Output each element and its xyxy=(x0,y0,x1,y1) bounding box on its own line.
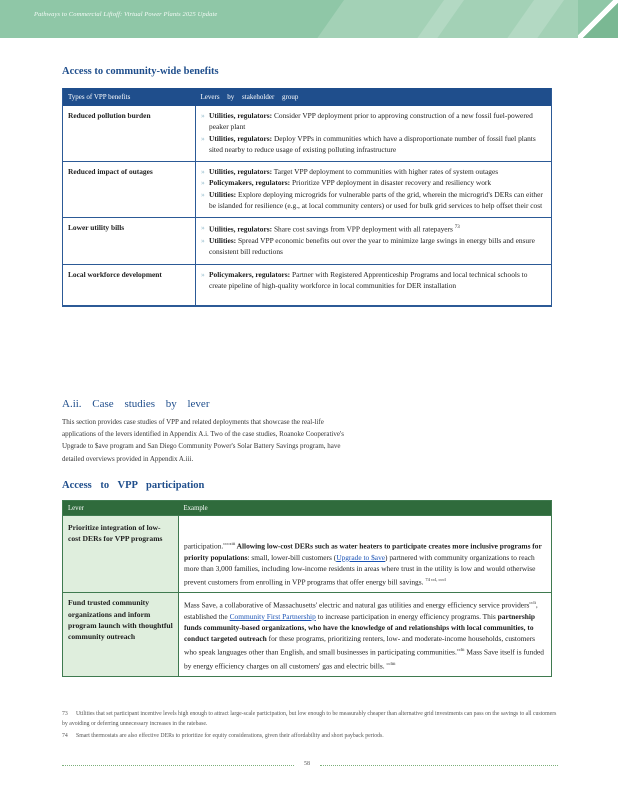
row-label: Prioritize integration of low-cost DERs for VPP programs xyxy=(63,516,179,593)
footnote-ref[interactable]: ccliii xyxy=(386,660,396,666)
lever-item: » Policymakers, regulators: Partner with Registered Apprenticeship Programs and local technical schools to create pipeline of high-quality workforce in local communities for DER installation xyxy=(201,269,546,292)
row-levers xyxy=(196,218,552,264)
community-benefits-table xyxy=(62,88,552,307)
row-label: Reduced impact of outages xyxy=(63,162,196,218)
section-heading-community-benefits: Access to community-wide benefits xyxy=(62,66,219,77)
section-heading-vpp-participation: Access to VPP participation xyxy=(62,480,205,491)
row-example: participation.$^{cccxiii}$ Allowing low-cost DERs such as water heaters to participate creates more inclusive programs for priority populations: small, lower-bill customers (Upgrade to $ave) partnered with community organizations to reach more than 3,000 families, including low-income residents in areas where trust in the utility is low and would otherwise prevent customers from enrolling in VPP programs that offer energy bill savings. $^{74 ccl, cccl}$ xyxy=(179,516,552,593)
footnote-ref[interactable]: cccxiii xyxy=(223,541,236,546)
row-levers xyxy=(196,264,552,306)
lever-item: » Utilities: Spread VPP economic benefits out over the year to minimize large swings in energy bills and ensure consistent bill reductions xyxy=(201,235,546,258)
lever-item: » Utilities: Explore deploying microgrids for vulnerable parts of the grid, wherein the microgrid's DERs can either be islanded for resilience (e.g., at local community centers) or used for bulk grid services to help offset their cost xyxy=(201,189,546,212)
lever-item: » Utilities, regulators: Consider VPP deployment prior to approving construction of a new fossil fuel-powered peaker plant xyxy=(201,110,546,133)
col-header-levers: Levers by stakeholder group xyxy=(196,88,552,106)
col-header-example: Example xyxy=(179,501,552,516)
lever-item: » Utilities, regulators: Target VPP deployment to communities with higher rates of system outages xyxy=(201,166,546,177)
footnote-ref[interactable]: ccli xyxy=(529,600,536,606)
table-row xyxy=(63,106,552,162)
footnote-74: 74 Smart thermostats are also effective DERs to prioritize for equity considerations, given their affordability and short payback periods. xyxy=(62,733,384,739)
lever-item: » Utilities, regulators: Share cost savings from VPP deployment with all ratepayers $^{73}$ xyxy=(201,222,546,235)
running-header: Pathways to Commercial Liftoff: Virtual Power Plants 2025 Update xyxy=(34,11,218,18)
page-footer xyxy=(62,762,558,770)
header-band xyxy=(0,0,618,38)
table-row xyxy=(63,162,552,218)
vpp-participation-table xyxy=(62,500,552,677)
table-row xyxy=(63,516,552,593)
row-label: Lower utility bills xyxy=(63,218,196,264)
footnote-ref[interactable]: cclii xyxy=(456,647,465,653)
row-example: Mass Save, a collaborative of Massachusetts' electric and natural gas utilities and energy efficiency service providers$^{ccli}$, established the Community First Partnership to increase participation in energy efficiency programs. This partnership funds community-based organizations, who have the knowledge of and relationships with local communities, to conduct targeted outreach for these programs, prioritizing renters, low- and moderate-income households, customers who speak languages other than English, and small businesses in participating communities.$^{cclii}$ Mass Save itself is funded by energy efficiency charges on all customers' gas and electric bills. $^{ccliii}$ xyxy=(179,593,552,677)
community-first-partnership-link[interactable]: Community First Partnership xyxy=(229,611,316,621)
footer-divider-left xyxy=(62,765,294,766)
corner-graphic xyxy=(578,0,618,38)
footnote-73: 73 Utilities that set participant incentive levels high enough to attract large-scale participation, but low enough to be measurably cheaper than alternative grid investments can pass on the savings to all customers by avoiding or deferring unnecessary increases in the ratebase. xyxy=(62,711,557,727)
case-studies-heading: A.ii. Case studies by lever xyxy=(62,398,210,410)
row-label: Fund trusted community organizations and inform program launch with thoughtful community outreach xyxy=(63,593,179,677)
case-studies-paragraph: This section provides case studies of VPP and related deployments that showcase the real-life applications of the levers identified in Appendix A.i. Two of the case studies, Roanoke Cooperative's Upgrade to $ave program and San Diego Community Power's Solar Battery Savings program, have detailed overviews provided in Appendix A.iii. xyxy=(62,418,344,463)
col-header-lever: Lever xyxy=(63,501,179,516)
table-row xyxy=(63,264,552,306)
footer-divider-right xyxy=(320,765,558,766)
page-number: 58 xyxy=(304,761,310,767)
table-row xyxy=(63,218,552,264)
row-label: Local workforce development xyxy=(63,264,196,306)
row-label: Reduced pollution burden xyxy=(63,106,196,162)
upgrade-to-save-link[interactable]: Upgrade to $ave xyxy=(336,552,386,562)
lever-item: » Utilities, regulators: Deploy VPPs in communities which have a disproportionate number of fossil fuel plants sited nearby to reduce usage of existing polluting infrastructure xyxy=(201,133,546,156)
lever-item: » Policymakers, regulators: Prioritize VPP deployment in disaster recovery and resiliency work xyxy=(201,177,546,188)
row-levers xyxy=(196,162,552,218)
row-levers xyxy=(196,106,552,162)
footnote-ref[interactable]: 73 xyxy=(454,225,460,231)
col-header-benefit-type: Types of VPP benefits xyxy=(63,88,196,106)
footnote-ref[interactable]: 74 ccl, cccl xyxy=(425,576,446,582)
table-row xyxy=(63,593,552,677)
